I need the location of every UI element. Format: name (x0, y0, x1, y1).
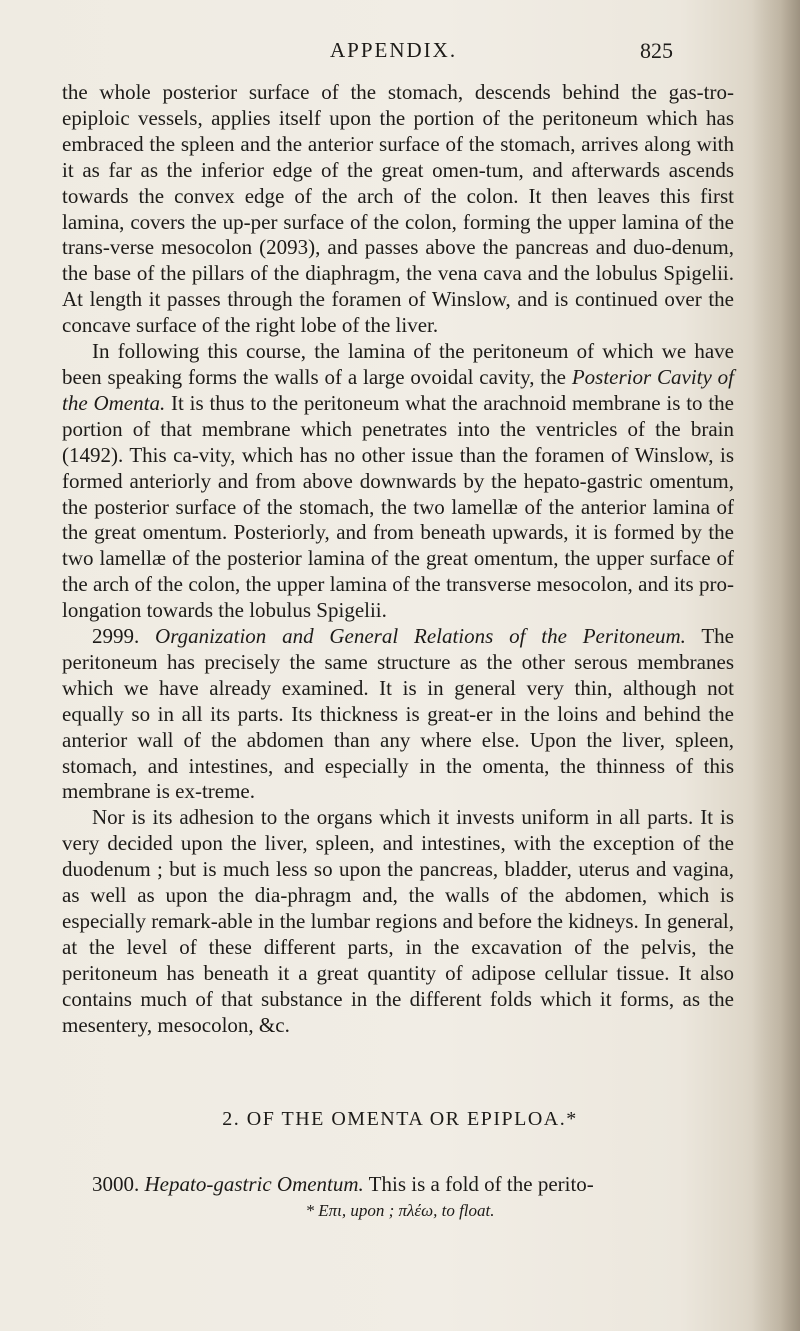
paragraph-2-text-a: In following this course, the lamina of the peritoneum of which we have been speaking forms the walls of a large ovoidal cavity, the (62, 339, 734, 389)
page-number: 825 (640, 38, 673, 63)
section-heading-title: OF THE OMENTA OR EPIPLOA.* (246, 1108, 578, 1130)
paragraph-3-heading: Organization and General Relations of the Peritoneum. (155, 624, 686, 649)
body-text (62, 80, 734, 1039)
paragraph-1: the whole posterior surface of the stomach, descends behind the gas-tro-epiploic vessels, applies itself upon the portion of the peritoneum which has embraced the spleen and the anterior surface of the stomach, arrives along with it as far as the inferior edge of the great omen-tum, and afterwards ascends towards the convex edge of the arch of the colon. It then leaves this first lamina, covers the up-per surface of the colon, forming the upper lamina of the trans-verse mesocolon (2093), and passes above the pancreas and duo-denum, the base of the pillars of the diaphragm, the vena cava and the lobulus Spigelii. At length it passes through the foramen of Winslow, and is continued over the concave surface of the right lobe of the liver. (62, 80, 734, 338)
section-heading-number: 2. (222, 1108, 247, 1130)
page-edge-shadow (752, 0, 800, 1331)
paragraph-4: Nor is its adhesion to the organs which it invests uniform in all parts. It is very decided upon the liver, spleen, and intestines, with the exception of the duodenum ; but is much less so upon the pancreas, bladder, uterus and vagina, as well as upon the dia-phragm and, the walls of the abdomen, which is especially remark-able in the lumbar regions and before the kidneys. In general, at the level of these different parts, in the excavation of the pelvis, the peritoneum has beneath it a great quantity of adipose cellular tissue. It also contains much of that substance in the different folds which it forms, as the mesentery, mesocolon, &c. (62, 805, 734, 1037)
section-number-2999: 2999. (92, 624, 156, 649)
paragraph-2 (62, 339, 734, 624)
footnote: * Επι, upon ; πλέω, to float. (305, 1201, 495, 1220)
paragraph-3-text: The peritoneum has precisely the same structure as the other serous membranes which we have already examined. It is in general very thin, although not equally so in all its parts. Its thickness is great-er in the loins and behind the anterior wall of the abdomen than any where else. Upon the liver, spleen, stomach, and intestines, and especially in the omenta, the thinness of this membrane is ex-treme. (62, 624, 734, 804)
section-heading (0, 1108, 800, 1131)
running-head: APPENDIX. (330, 38, 458, 62)
paragraph-3 (62, 624, 734, 805)
paragraph-2-text-b: It is thus to the peritoneum what the arachnoid membrane is to the portion of that membrane which penetrates into the ventricles of the brain (1492). This ca-vity, which has no other issue than the foramen of Winslow, is formed anteriorly and from above downwards by the hepato-gastric omentum, the posterior surface of the stomach, the two lamellæ of the anterior lamina of the great omentum. Posteriorly, and from beneath upwards, it is formed by the two lamellæ of the posterior lamina of the great omentum, the upper surface of the arch of the colon, the upper lamina of the transverse mesocolon, and its pro-longation towards the lobulus Spigelii. (62, 390, 734, 623)
paragraph-2-emphasis: Posterior Cavity of the Omenta. (62, 364, 734, 415)
paragraph-3000-heading: Hepato-gastric Omentum. (144, 1172, 364, 1196)
paragraph-3000-text: This is a fold of the perito- (363, 1172, 594, 1196)
paragraph-3000 (62, 1171, 734, 1197)
page-header (0, 38, 800, 68)
section-number-3000: 3000. (92, 1172, 145, 1196)
